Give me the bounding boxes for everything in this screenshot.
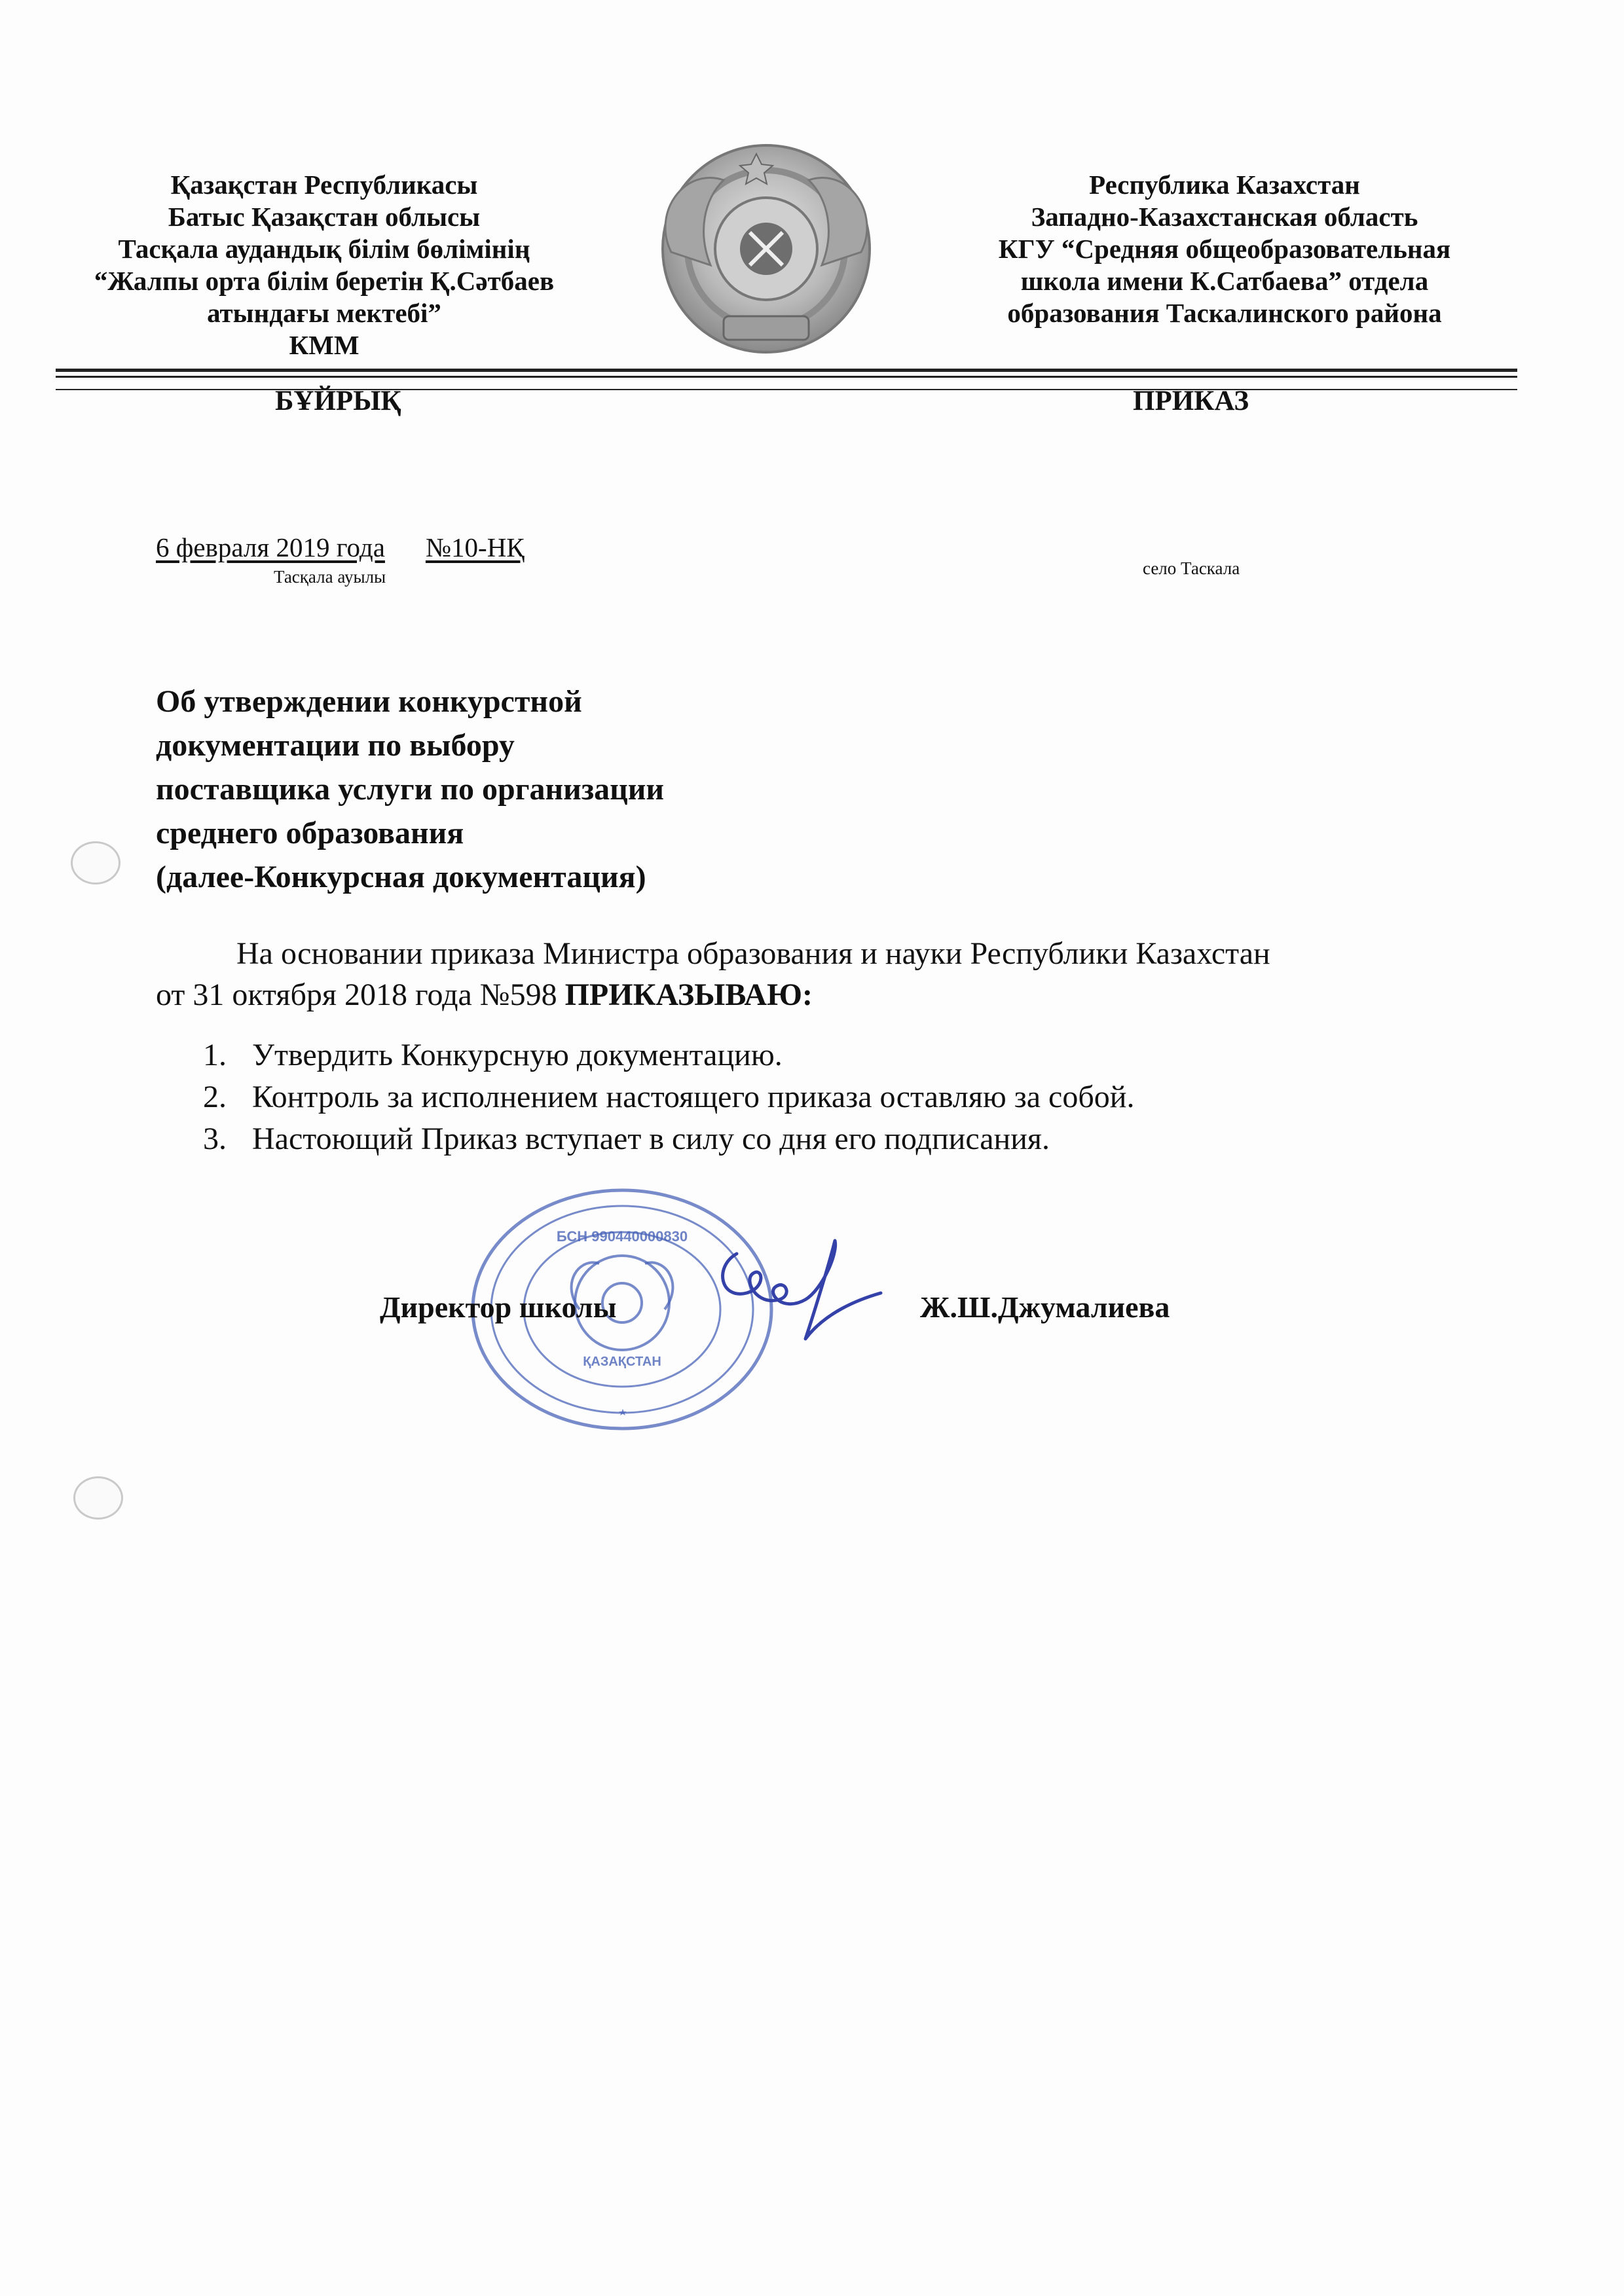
subject-line: Об утверждении конкурстной [156,684,582,719]
place-ru: село Таскала [1143,558,1240,578]
place-kz: Тасқала ауылы [274,567,386,587]
doc-type-ru: ПРИКАЗ [1133,386,1249,416]
subject-line: среднего образования [156,816,464,850]
order-item [203,1076,1134,1118]
header-line: Қазақстан Республикасы [170,170,478,200]
header-line: школа имени К.Сатбаева” отдела [1020,266,1429,296]
header-line: атындағы мектебі” [207,298,441,328]
subject-line: (далее-Конкурсная документация) [156,860,646,894]
order-item [203,1118,1134,1160]
order-items [203,1034,1134,1160]
header-line: “Жалпы орта білім беретін Қ.Сәтбаев [94,266,555,296]
header-line: образования Таскалинского района [1007,298,1442,328]
signatory-name: Ж.Ш.Джумалиева [920,1290,1170,1324]
order-subject [156,680,664,899]
signatory-title: Директор школы [380,1290,617,1324]
preamble-line [156,974,1531,1015]
order-item [203,1034,1134,1076]
stamp-bin: БСН 990440000830 [556,1228,688,1245]
header-left-kz [39,169,609,361]
preamble-line: На основании приказа Министра образования и науки Республики Казахстан [236,936,1270,971]
item-number: 2. [203,1080,227,1114]
header-line: Республика Казахстан [1089,170,1360,200]
subject-line: документации по выбору [156,728,515,763]
item-text: Контроль за исполнением настоящего приказа оставляю за собой. [252,1080,1135,1114]
preamble-basis: от 31 октября 2018 года №598 [156,977,565,1012]
header-divider [56,376,1517,378]
header-divider [56,369,1517,372]
punch-hole [73,1476,123,1520]
header-line: Тасқала аудандық білім бөлімінің [118,234,530,264]
order-number: №10-НҚ [425,532,525,562]
item-number: 3. [203,1121,227,1156]
order-date-number [156,532,525,563]
doc-type-kz: БҰЙРЫҚ [275,386,401,416]
order-preamble [156,933,1531,1015]
subject-line: поставщика услуги по организации [156,772,665,807]
item-text: Настоющий Приказ вступает в силу со дня его подписания. [252,1121,1050,1156]
header-line: КММ [289,330,360,360]
stamp-center-text: ҚАЗАҚСТАН [583,1355,661,1369]
header-line: Батыс Қазақстан облысы [168,202,481,232]
header-line: КГУ “Средняя общеобразовательная [998,234,1451,264]
punch-hole [71,841,120,884]
order-command: ПРИКАЗЫВАЮ: [564,977,813,1012]
state-emblem-icon [645,141,887,363]
order-date: 6 февраля 2019 года [156,532,385,562]
header-line: Западно-Казахстанская область [1031,202,1418,232]
item-text: Утвердить Конкурсную документацию. [252,1038,783,1072]
handwritten-signature [707,1228,891,1352]
item-number: 1. [203,1038,227,1072]
header-right-ru [897,169,1552,329]
